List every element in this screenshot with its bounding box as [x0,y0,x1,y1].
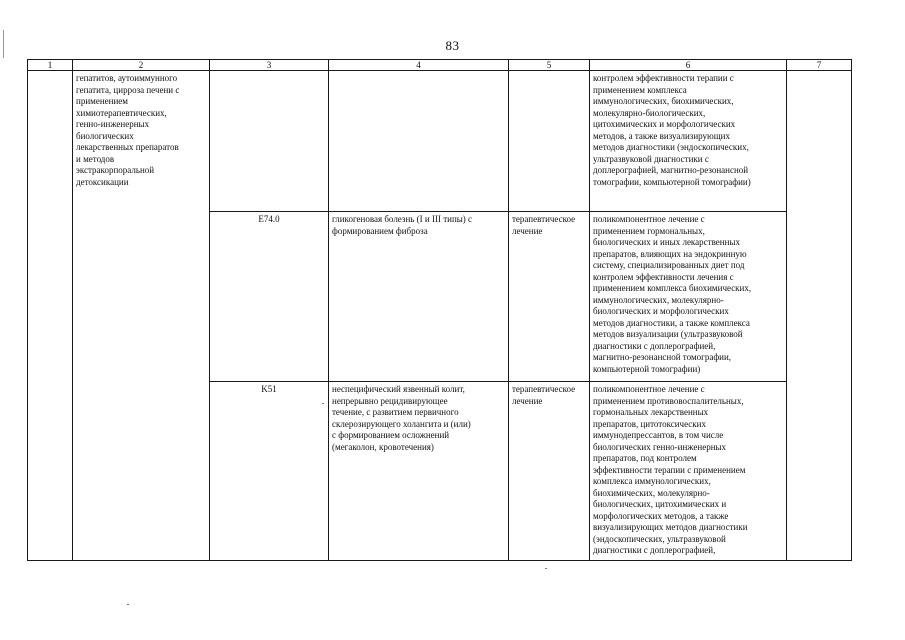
col1-cell [28,71,73,561]
col2-cell [73,71,210,561]
treatment-cell: терапевтическое лечение [509,212,590,382]
header-col-2: 2 [73,60,210,71]
header-col-4: 4 [329,60,509,71]
col7-cell [787,71,852,561]
page-number: 83 [445,38,460,53]
methods-cell: контролем эффективности терапии с применением комплекса иммунологических, биохимических, молекулярно-биологических, цитохимических и морфологических методов, а также визуализирующих методов диагностики (эндоскопических, ультразвуковой диагностики с доплерографией, магнитно-резонансной томографии, компьютерной томографии) [590,71,787,212]
header-col-1: 1 [28,60,73,71]
disease-cell [329,71,509,212]
methods-cell: поликомпонентное лечение с применением противовоспалительных, гормональных лекарственных препаратов, цитотоксических иммунодепрессантов, в том числе биологических генно-инженерных препаратов, под контролем эффективности терапии с применением комплекса иммунологических, биохимических, молекулярно- биологических, цитохимических и морфологических методов, а также визуализирующих методов диагностики (эндоскопических, ультразвуковой диагностики с доплерографией, [590,382,787,561]
disease-cell: неспецифический язвенный колит, непрерывно рецидивирующее течение, с развитием первичного склерозирующего холангита и (или) с формированием осложнений (мегаколон, кровотечения) [329,382,509,561]
scan-speck [127,604,129,605]
table-row [28,71,852,212]
header-col-5: 5 [509,60,590,71]
header-col-7: 7 [787,60,852,71]
header-row [28,60,852,71]
code-cell [210,71,329,212]
methods-cell: поликомпонентное лечение с применением гормональных, биологических и иных лекарственных препаратов, влияющих на эндокринную систему, специализированных диет под контролем эффективности лечения с применением комплекса биохимических, иммунологических, молекулярно- биологических и морфологических методов диагностики, а также комплекса методов визуализации (ультразвуковой диагностики с доплерографией, магнитно-резонансной томографии, компьютерной томографии) [590,212,787,382]
header-col-3: 3 [210,60,329,71]
treatment-cell: терапевтическое лечение [509,382,590,561]
medical-care-table [27,59,852,561]
code-cell: K51 [210,382,329,561]
header-col-6: 6 [590,60,787,71]
disease-cell: гликогеновая болезнь (I и III типы) с формированием фиброза [329,212,509,382]
scan-speck [545,568,547,569]
treatment-cell [509,71,590,212]
scan-speck [322,403,324,404]
code-cell: E74.0 [210,212,329,382]
treatment-type-text: гепатитов, аутоиммунного гепатита, цирроза печени с применением химиотерапевтических, генно-инженерных биологических лекарственных препаратов и методов экстракорпоральной детоксикации [76,73,180,187]
